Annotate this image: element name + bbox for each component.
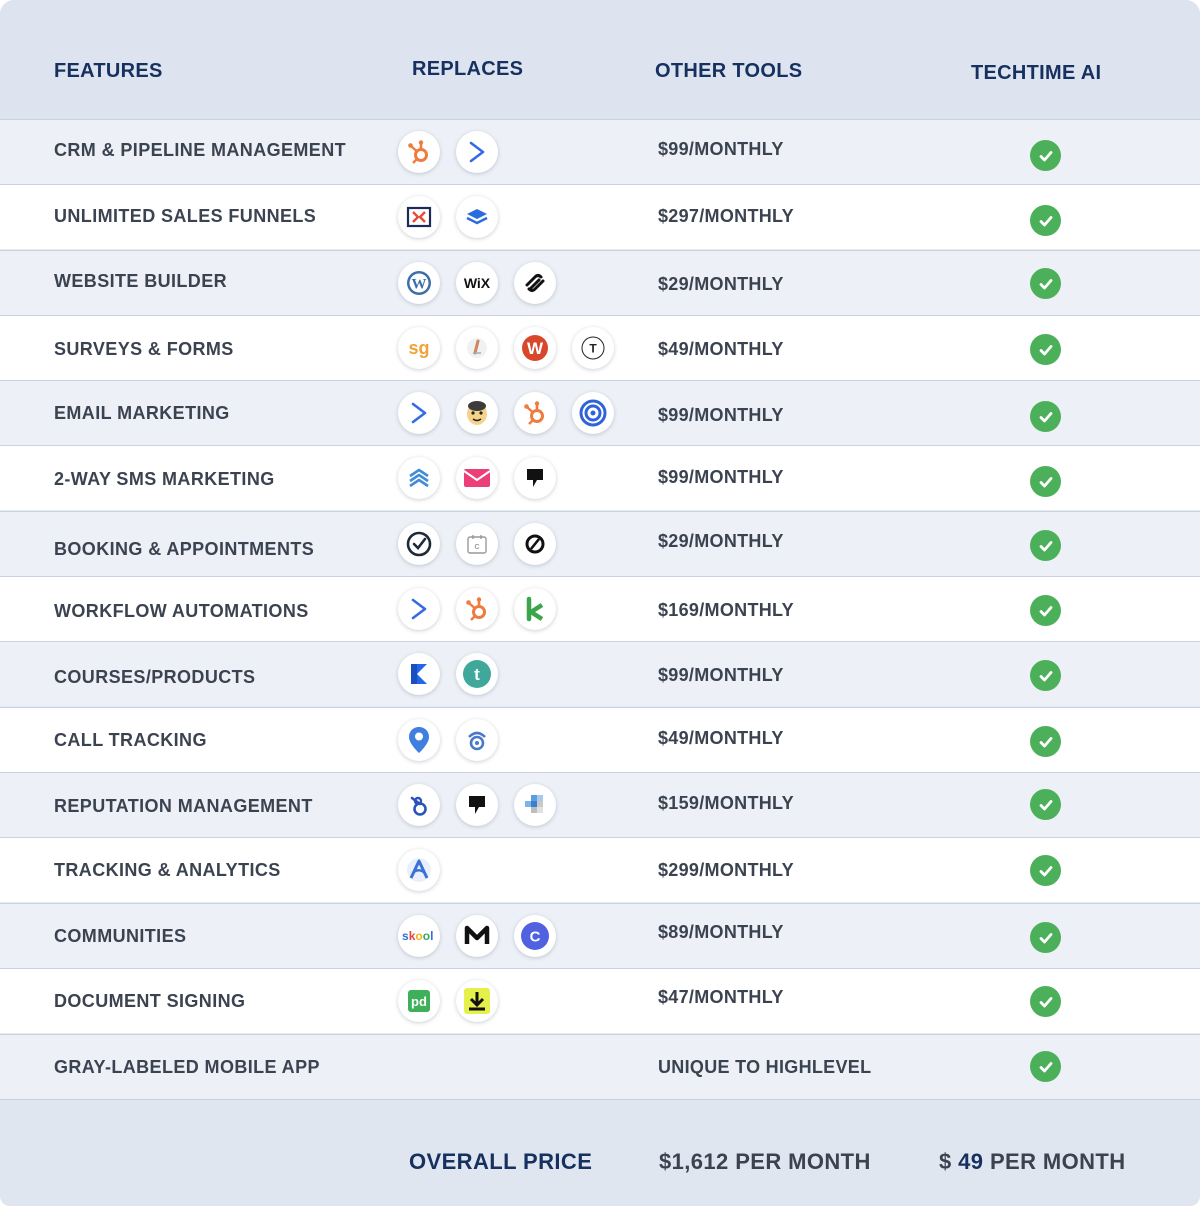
other-tools-price: $29/MONTHLY: [658, 531, 784, 551]
keap-icon: [514, 588, 556, 630]
product-total: [939, 1149, 1126, 1175]
analytics-icon: [398, 849, 440, 891]
mighty-icon: [456, 915, 498, 957]
pandadoc-icon: [398, 980, 440, 1022]
overall-price-label: OVERALL PRICE: [409, 1149, 593, 1174]
svg-text:sg: sg: [408, 338, 430, 358]
table-row: [0, 445, 1200, 510]
replaced-tools: [398, 980, 498, 1022]
feature-name: WEBSITE BUILDER: [54, 271, 228, 291]
other-tools-price: $299/MONTHLY: [658, 860, 794, 880]
feature-name: COMMUNITIES: [54, 926, 187, 946]
svg-text:t: t: [474, 665, 480, 684]
table-row: [0, 315, 1200, 380]
checkmark-icon: [1030, 268, 1061, 299]
other-tools-price: $99/MONTHLY: [658, 467, 784, 487]
checkmark-icon: [1030, 922, 1061, 953]
clickfunnels-icon: [398, 196, 440, 238]
acuity-icon: [514, 523, 556, 565]
wufoo-icon: [514, 327, 556, 369]
other-tools-price: $89/MONTHLY: [658, 922, 784, 942]
feature-name: BOOKING & APPOINTMENTS: [54, 539, 315, 559]
calendar-icon: [456, 523, 498, 565]
replaced-tools: [398, 327, 614, 369]
table-row: [0, 707, 1200, 772]
other-tools-price: $29/MONTHLY: [658, 274, 784, 294]
checkmark-icon: [1030, 334, 1061, 365]
checkmark-icon: [1030, 986, 1061, 1017]
replaced-tools: [398, 653, 498, 695]
feature-name: SURVEYS & FORMS: [54, 339, 234, 359]
feature-name: DOCUMENT SIGNING: [54, 991, 246, 1011]
callrail-icon: [456, 719, 498, 761]
other-tools-price: $297/MONTHLY: [658, 206, 794, 226]
hubspot-icon: [398, 131, 440, 173]
leadpages-icon: [456, 196, 498, 238]
checkmark-icon: [1030, 466, 1061, 497]
table-row: [0, 903, 1200, 968]
other-tools-price: $159/MONTHLY: [658, 793, 794, 813]
table-row: [0, 641, 1200, 706]
checkmark-icon: [1030, 205, 1061, 236]
table-row: [0, 968, 1200, 1033]
table-row: [0, 119, 1200, 184]
mailchimp-icon: [456, 392, 498, 434]
product-total-amount: 49: [958, 1149, 984, 1174]
replaced-tools: [398, 392, 614, 434]
table-header: [0, 0, 1200, 120]
svg-text:pd: pd: [411, 994, 427, 1009]
circle-icon: [514, 915, 556, 957]
squarespace-icon: [514, 262, 556, 304]
other-tools-price: $169/MONTHLY: [658, 600, 794, 620]
feature-name: REPUTATION MANAGEMENT: [54, 796, 313, 816]
feature-name: TRACKING & ANALYTICS: [54, 860, 281, 880]
other-tools-price: $47/MONTHLY: [658, 987, 784, 1007]
svg-text:T: T: [589, 341, 597, 356]
product-total-suffix: PER MONTH: [989, 1149, 1126, 1174]
checkmark-icon: [1030, 855, 1061, 886]
feature-name: CALL TRACKING: [54, 730, 207, 750]
other-tools-price: $99/MONTHLY: [658, 405, 784, 425]
skool-icon: [398, 915, 440, 957]
teachable-icon: [456, 653, 498, 695]
other-tools-price: $99/MONTHLY: [658, 139, 784, 159]
other-tools-column-header: OTHER TOOLS: [655, 60, 803, 82]
feature-name: UNLIMITED SALES FUNNELS: [54, 206, 317, 226]
svg-text:C: C: [529, 928, 541, 946]
svg-text:C: C: [474, 544, 480, 551]
table-row: [0, 380, 1200, 445]
typeform-icon: [572, 327, 614, 369]
replaced-tools: [398, 457, 556, 499]
hubspot-icon: [456, 588, 498, 630]
feature-name: COURSES/PRODUCTS: [54, 667, 256, 687]
replaced-tools: [398, 849, 440, 891]
other-tools-price: UNIQUE TO HIGHLEVEL: [658, 1057, 872, 1077]
wordpress-icon: [398, 262, 440, 304]
other-tools-price: $99/MONTHLY: [658, 665, 784, 685]
other-tools-price: $49/MONTHLY: [658, 728, 784, 748]
checkmark-icon: [1030, 1051, 1061, 1082]
replaced-tools: [398, 196, 498, 238]
formstack-icon: [456, 327, 498, 369]
replaced-tools: [398, 588, 556, 630]
birdeye-icon: [398, 784, 440, 826]
table-row: [0, 837, 1200, 902]
podium-icon: [456, 784, 498, 826]
table-row: [0, 250, 1200, 315]
constantcontact-icon: [572, 392, 614, 434]
table-row: [0, 772, 1200, 837]
checkmark-icon: [1030, 789, 1061, 820]
feature-name: CRM & PIPELINE MANAGEMENT: [54, 140, 347, 160]
wix-icon: [456, 262, 498, 304]
podium-icon: [514, 457, 556, 499]
feature-name: EMAIL MARKETING: [54, 403, 230, 423]
replaced-tools: [398, 262, 556, 304]
pixel-puzzle-icon: [514, 784, 556, 826]
feature-name: WORKFLOW AUTOMATIONS: [54, 601, 309, 621]
other-tools-total: $1,612 PER MONTH: [659, 1149, 871, 1174]
surveygizmo-icon: [398, 327, 440, 369]
feature-name: 2-WAY SMS MARKETING: [54, 469, 275, 489]
kajabi-icon: [398, 653, 440, 695]
checkmark-icon: [1030, 595, 1061, 626]
other-tools-price: $49/MONTHLY: [658, 339, 784, 359]
docusign-icon: [456, 980, 498, 1022]
replaced-tools: [398, 523, 556, 565]
checkmark-icon: [1030, 401, 1061, 432]
activecampaign-icon: [456, 131, 498, 173]
calendly-icon: [398, 523, 440, 565]
location-pin-icon: [398, 719, 440, 761]
feature-name: GRAY-LABELED MOBILE APP: [54, 1057, 320, 1077]
table-row: [0, 184, 1200, 249]
checkmark-icon: [1030, 140, 1061, 171]
sms-stack-icon: [398, 457, 440, 499]
svg-text:WiX: WiX: [463, 275, 491, 291]
replaced-tools: [398, 784, 556, 826]
replaces-column-header: REPLACES: [412, 58, 524, 80]
table-row: [0, 1034, 1200, 1099]
svg-text:W: W: [526, 339, 544, 358]
checkmark-icon: [1030, 660, 1061, 691]
features-column-header: FEATURES: [54, 60, 163, 82]
overall-price-row: [0, 1099, 1200, 1206]
product-column-header: TECHTIME AI: [971, 62, 1102, 84]
checkmark-icon: [1030, 726, 1061, 757]
table-row: [0, 511, 1200, 576]
svg-text:W: W: [411, 276, 427, 293]
replaced-tools: [398, 915, 556, 957]
replaced-tools: [398, 131, 498, 173]
activecampaign-icon: [398, 392, 440, 434]
table-row: [0, 576, 1200, 641]
checkmark-icon: [1030, 530, 1061, 561]
hubspot-icon: [514, 392, 556, 434]
activecampaign-icon: [398, 588, 440, 630]
svg-text:skool: skool: [402, 929, 434, 943]
replaced-tools: [398, 719, 498, 761]
sms-envelope-icon: [456, 457, 498, 499]
product-total-currency: $: [939, 1149, 952, 1174]
